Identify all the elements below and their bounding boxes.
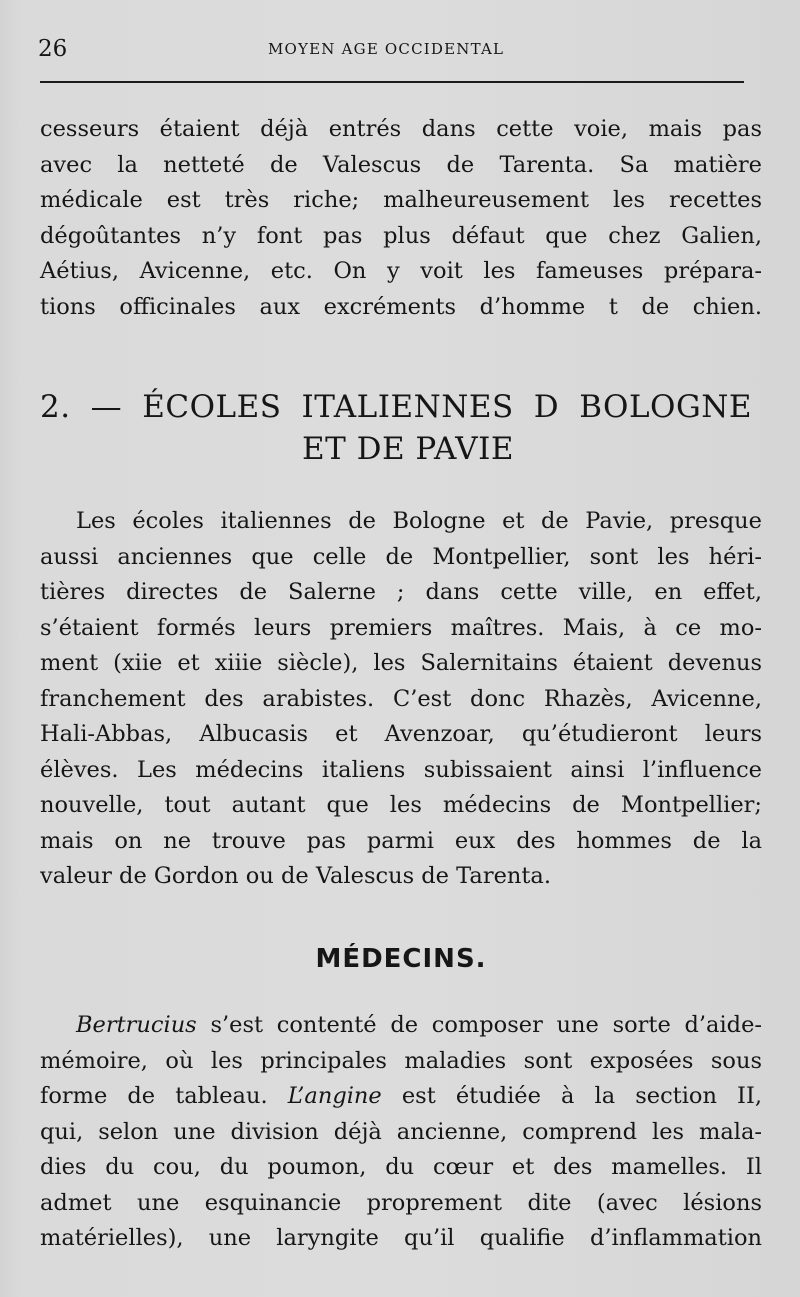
text-line: dies du cou, du poumon, du cœur et des mamelles. Il	[40, 1154, 762, 1180]
text-line: aussi anciennes que celle de Montpellier, sont les héri-	[40, 543, 762, 570]
text-line: élèves. Les médecins italiens subissaient ainsi l’influence	[40, 756, 762, 783]
text-line: médicale est très riche; malheureusement les recettes	[40, 187, 762, 213]
text-line: Les écoles italiennes de Bologne et de Pavie, presque	[76, 508, 762, 534]
running-title: MOYEN AGE OCCIDENTAL	[268, 40, 505, 58]
section-title	[40, 386, 762, 470]
paragraph-continuation	[40, 112, 762, 325]
header-rule	[40, 81, 744, 83]
text-line: cesseurs étaient déjà entrés dans cette voie, mais pas	[40, 116, 762, 142]
text-line: Hali-Abbas, Albucasis et Avenzoar, qu’étudieront leurs	[40, 721, 762, 747]
subheading-medecins: MÉDECINS.	[315, 944, 487, 974]
text-line: mémoire, où les principales maladies sont exposées sous	[40, 1047, 762, 1074]
text-line: ment (xiie et xiiie siècle), les Salernitains étaient devenus	[40, 650, 762, 676]
text-line: valeur de Gordon ou de Valescus de Tarenta.	[40, 863, 551, 889]
text-line: nouvelle, tout autant que les médecins de Montpellier;	[40, 792, 762, 818]
running-head	[38, 34, 748, 64]
text-fragment: est étudiée à la section II,	[381, 1083, 762, 1109]
italic-name: Bertrucius	[76, 1012, 197, 1038]
text-fragment: forme de tableau.	[40, 1083, 288, 1109]
text-line: mais on ne trouve pas parmi eux des hommes de la	[40, 827, 762, 854]
text-line: Aétius, Avicenne, etc. On y voit les fameuses prépara-	[40, 258, 762, 284]
text-line: matérielles), une laryngite qu’il qualifie d’inflammation	[40, 1225, 762, 1251]
page-number: 26	[38, 36, 68, 62]
text-line: franchement des arabistes. C’est donc Rhazès, Avicenne,	[40, 685, 762, 712]
text-line: tières directes de Salerne ; dans cette ville, en effet,	[40, 579, 762, 605]
section-title-line: 2. — ÉCOLES ITALIENNES D BOLOGNE	[40, 389, 752, 425]
text-line: qui, selon une division déjà ancienne, comprend les mala-	[40, 1118, 762, 1145]
text-line	[40, 1079, 762, 1115]
section-title-line: ET DE PAVIE	[301, 431, 515, 467]
text-line: avec la netteté de Valescus de Tarenta. Sa matière	[40, 151, 762, 178]
text-line: s’étaient formés leurs premiers maîtres. Mais, à ce mo-	[40, 614, 762, 641]
paragraph-bertrucius	[40, 1008, 762, 1257]
text-line: admet une esquinancie proprement dite (avec lésions	[40, 1189, 762, 1216]
text-line	[40, 1008, 762, 1044]
paragraph-ecoles	[40, 504, 762, 895]
text-line: dégoûtantes n’y font pas plus défaut que chez Galien,	[40, 222, 762, 249]
text-line: tions officinales aux excréments d’homme t de chien.	[40, 293, 762, 320]
italic-term: L’angine	[287, 1083, 382, 1109]
text-fragment: s’est contenté de composer une sorte d’aide-	[196, 1012, 762, 1038]
